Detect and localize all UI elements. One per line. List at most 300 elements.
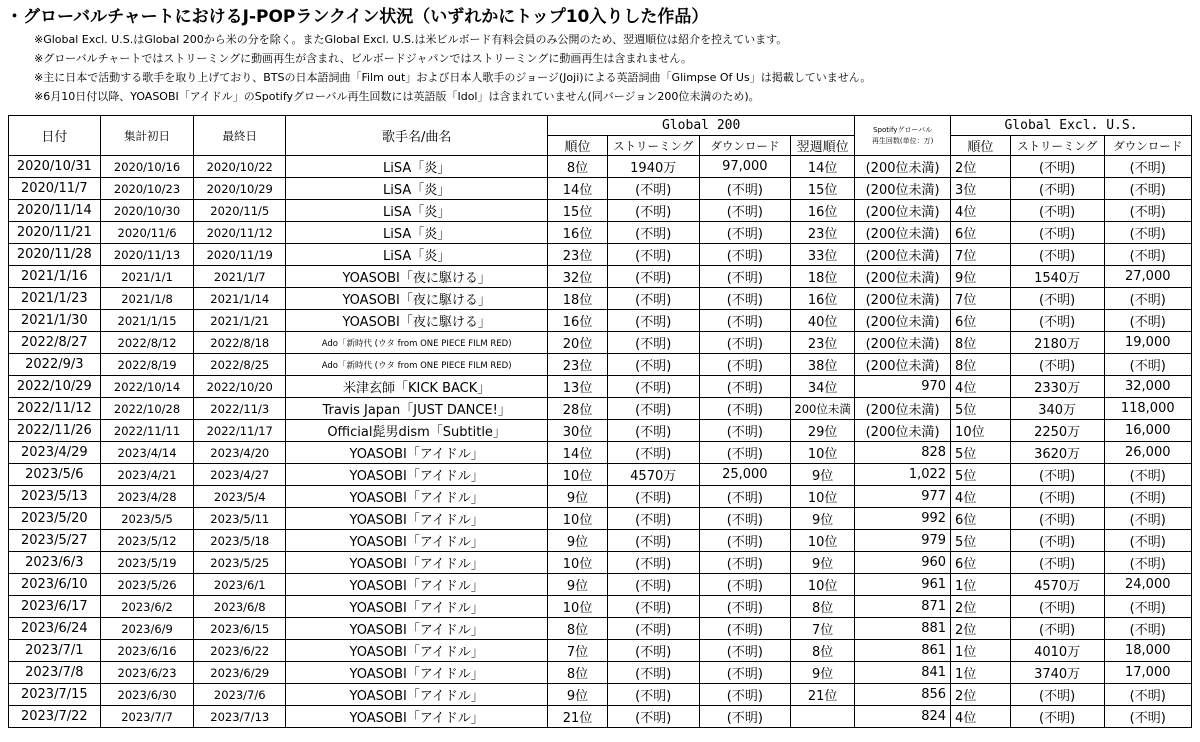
rank-cell: 10位	[548, 508, 608, 530]
streaming-cell: (不明)	[607, 244, 699, 266]
note: ※グローバルチャートではストリーミングに動画再生が含まれ、ビルボードジャパンではストリーミングに動画再生は含まれません。	[34, 52, 692, 65]
artist-cell: YOASOBI「アイドル」	[286, 508, 548, 530]
streaming-cell: (不明)	[607, 618, 699, 640]
download-cell: (不明)	[699, 398, 791, 420]
artist-cell: Official髭男dism「Subtitle」	[286, 420, 548, 442]
spotify-cell: 824	[855, 706, 951, 728]
next-rank-cell: 34位	[791, 376, 855, 398]
date-cell: 2020/11/21	[9, 222, 101, 244]
end-cell: 2020/11/5	[194, 200, 286, 222]
date-cell: 2023/5/20	[9, 508, 101, 530]
download2-cell: 32,000	[1104, 376, 1192, 398]
rank2-cell: 5位	[951, 398, 1011, 420]
date-cell: 2022/9/3	[9, 354, 101, 376]
streaming2-cell: 4010万	[1010, 640, 1104, 662]
download-cell: (不明)	[699, 662, 791, 684]
download2-cell: (不明)	[1104, 486, 1192, 508]
rank-cell: 16位	[548, 310, 608, 332]
download-cell: (不明)	[699, 530, 791, 552]
header-spotify-line1: Spotifyグローバル	[873, 125, 933, 134]
spotify-cell: (200位未満)	[855, 222, 951, 244]
end-cell: 2023/6/15	[194, 618, 286, 640]
download2-cell: 26,000	[1104, 442, 1192, 464]
rank-cell: 23位	[548, 354, 608, 376]
end-cell: 2022/11/17	[194, 420, 286, 442]
artist-cell: YOASOBI「アイドル」	[286, 552, 548, 574]
streaming-cell: (不明)	[607, 398, 699, 420]
next-rank-cell: 10位	[791, 486, 855, 508]
rank2-cell: 4位	[951, 376, 1011, 398]
artist-cell: YOASOBI「夜に駆ける」	[286, 310, 548, 332]
streaming2-cell: (不明)	[1010, 354, 1104, 376]
header-rank: 順位	[548, 136, 608, 156]
table-row	[9, 332, 1192, 354]
date-cell: 2023/7/8	[9, 662, 101, 684]
start-cell: 2021/1/15	[100, 310, 194, 332]
table-row	[9, 376, 1192, 398]
download2-cell: 27,000	[1104, 266, 1192, 288]
date-cell: 2022/8/27	[9, 332, 101, 354]
artist-cell: Ado「新時代 (ウタ from ONE PIECE FILM RED)	[286, 332, 548, 354]
end-cell: 2023/4/27	[194, 464, 286, 486]
download-cell: (不明)	[699, 244, 791, 266]
streaming-cell: (不明)	[607, 200, 699, 222]
streaming2-cell: 4570万	[1010, 574, 1104, 596]
spotify-cell: 856	[855, 684, 951, 706]
start-cell: 2022/8/12	[100, 332, 194, 354]
rank2-cell: 7位	[951, 288, 1011, 310]
rank2-cell: 5位	[951, 530, 1011, 552]
streaming-cell: (不明)	[607, 420, 699, 442]
rank2-cell: 2位	[951, 156, 1011, 178]
artist-cell: Ado「新時代 (ウタ from ONE PIECE FILM RED)	[286, 354, 548, 376]
download2-cell: (不明)	[1104, 222, 1192, 244]
rank-cell: 9位	[548, 486, 608, 508]
table-row	[9, 310, 1192, 332]
table-row	[9, 618, 1192, 640]
spotify-cell: 1,022	[855, 464, 951, 486]
table-row	[9, 222, 1192, 244]
table-row	[9, 420, 1192, 442]
streaming-cell: (不明)	[607, 640, 699, 662]
download2-cell: (不明)	[1104, 310, 1192, 332]
date-cell: 2022/11/12	[9, 398, 101, 420]
streaming-cell: (不明)	[607, 508, 699, 530]
end-cell: 2022/8/18	[194, 332, 286, 354]
download2-cell: (不明)	[1104, 618, 1192, 640]
start-cell: 2021/1/1	[100, 266, 194, 288]
rank2-cell: 7位	[951, 244, 1011, 266]
spotify-cell: (200位未満)	[855, 178, 951, 200]
rank-cell: 7位	[548, 640, 608, 662]
spotify-cell: 977	[855, 486, 951, 508]
table-row	[9, 398, 1192, 420]
date-cell: 2023/6/10	[9, 574, 101, 596]
rank-cell: 30位	[548, 420, 608, 442]
rank2-cell: 2位	[951, 684, 1011, 706]
table-row	[9, 706, 1192, 728]
start-cell: 2023/6/9	[100, 618, 194, 640]
rank-cell: 8位	[548, 662, 608, 684]
download2-cell: 118,000	[1104, 398, 1192, 420]
streaming-cell: (不明)	[607, 574, 699, 596]
streaming2-cell: 3740万	[1010, 662, 1104, 684]
table-row	[9, 662, 1192, 684]
start-cell: 2023/6/30	[100, 684, 194, 706]
next-rank-cell: 8位	[791, 596, 855, 618]
streaming2-cell: (不明)	[1010, 596, 1104, 618]
streaming2-cell: (不明)	[1010, 200, 1104, 222]
table-row	[9, 574, 1192, 596]
spotify-cell: 970	[855, 376, 951, 398]
start-cell: 2021/1/8	[100, 288, 194, 310]
streaming-cell: (不明)	[607, 596, 699, 618]
date-cell: 2022/11/26	[9, 420, 101, 442]
date-cell: 2023/7/1	[9, 640, 101, 662]
spotify-cell: (200位未満)	[855, 310, 951, 332]
table-row	[9, 178, 1192, 200]
streaming-cell: (不明)	[607, 486, 699, 508]
download-cell: (不明)	[699, 376, 791, 398]
rank-cell: 15位	[548, 200, 608, 222]
rank2-cell: 1位	[951, 640, 1011, 662]
artist-cell: YOASOBI「アイドル」	[286, 596, 548, 618]
table-row	[9, 288, 1192, 310]
rank2-cell: 5位	[951, 442, 1011, 464]
rank-cell: 14位	[548, 442, 608, 464]
spotify-cell: (200位未満)	[855, 398, 951, 420]
download-cell: (不明)	[699, 222, 791, 244]
rank2-cell: 8位	[951, 332, 1011, 354]
start-cell: 2023/6/16	[100, 640, 194, 662]
end-cell: 2023/5/11	[194, 508, 286, 530]
artist-cell: LiSA「炎」	[286, 222, 548, 244]
streaming2-cell: 2330万	[1010, 376, 1104, 398]
download-cell: (不明)	[699, 596, 791, 618]
download-cell: (不明)	[699, 332, 791, 354]
rank2-cell: 5位	[951, 464, 1011, 486]
next-rank-cell: 8位	[791, 640, 855, 662]
download2-cell: 16,000	[1104, 420, 1192, 442]
streaming2-cell: 1540万	[1010, 266, 1104, 288]
header-next-rank: 翌週順位	[791, 136, 855, 156]
note: ※6月10日付以降、YOASOBI「アイドル」のSpotifyグローバル再生回数には英語版「Idol」は含まれていません(同バージョン200位未満のため)。	[34, 90, 760, 103]
table-row	[9, 640, 1192, 662]
streaming-cell: (不明)	[607, 376, 699, 398]
end-cell: 2023/6/22	[194, 640, 286, 662]
next-rank-cell: 10位	[791, 574, 855, 596]
end-cell: 2023/7/13	[194, 706, 286, 728]
spotify-cell: 979	[855, 530, 951, 552]
next-rank-cell: 10位	[791, 530, 855, 552]
download2-cell: 24,000	[1104, 574, 1192, 596]
rank-cell: 13位	[548, 376, 608, 398]
spotify-cell: (200位未満)	[855, 200, 951, 222]
start-cell: 2022/11/11	[100, 420, 194, 442]
table-row	[9, 530, 1192, 552]
download2-cell: (不明)	[1104, 178, 1192, 200]
next-rank-cell: 23位	[791, 222, 855, 244]
artist-cell: YOASOBI「夜に駆ける」	[286, 266, 548, 288]
download2-cell: (不明)	[1104, 706, 1192, 728]
rank-cell: 18位	[548, 288, 608, 310]
rank-cell: 21位	[548, 706, 608, 728]
rank-cell: 16位	[548, 222, 608, 244]
artist-cell: YOASOBI「アイドル」	[286, 486, 548, 508]
rank2-cell: 6位	[951, 222, 1011, 244]
artist-cell: LiSA「炎」	[286, 156, 548, 178]
rank2-cell: 4位	[951, 200, 1011, 222]
streaming-cell: 1940万	[607, 156, 699, 178]
note: ※Global Excl. U.S.はGlobal 200から米の分を除く。またGlobal Excl. U.S.は米ビルボード有料会員のみ公開のため、翌週順位は紹介を控えています。	[34, 33, 788, 46]
streaming-cell: (不明)	[607, 310, 699, 332]
download2-cell: (不明)	[1104, 244, 1192, 266]
next-rank-cell: 9位	[791, 662, 855, 684]
streaming2-cell: (不明)	[1010, 530, 1104, 552]
rank2-cell: 1位	[951, 662, 1011, 684]
download2-cell: (不明)	[1104, 596, 1192, 618]
download2-cell: 19,000	[1104, 332, 1192, 354]
header-artist: 歌手名/曲名	[286, 116, 548, 156]
streaming2-cell: (不明)	[1010, 684, 1104, 706]
next-rank-cell: 14位	[791, 156, 855, 178]
artist-cell: YOASOBI「アイドル」	[286, 530, 548, 552]
table-row	[9, 156, 1192, 178]
rank2-cell: 8位	[951, 354, 1011, 376]
rank2-cell: 6位	[951, 552, 1011, 574]
end-cell: 2023/5/18	[194, 530, 286, 552]
spotify-cell: (200位未満)	[855, 244, 951, 266]
rank2-cell: 1位	[951, 574, 1011, 596]
download-cell: (不明)	[699, 442, 791, 464]
streaming2-cell: (不明)	[1010, 156, 1104, 178]
next-rank-cell: 33位	[791, 244, 855, 266]
download-cell: (不明)	[699, 574, 791, 596]
table-row	[9, 552, 1192, 574]
date-cell: 2022/10/29	[9, 376, 101, 398]
streaming2-cell: (不明)	[1010, 464, 1104, 486]
end-cell: 2020/11/12	[194, 222, 286, 244]
rank2-cell: 3位	[951, 178, 1011, 200]
start-cell: 2023/4/21	[100, 464, 194, 486]
rank2-cell: 2位	[951, 618, 1011, 640]
artist-cell: YOASOBI「アイドル」	[286, 618, 548, 640]
next-rank-cell: 9位	[791, 464, 855, 486]
streaming-cell: (不明)	[607, 354, 699, 376]
download2-cell: (不明)	[1104, 288, 1192, 310]
streaming2-cell: (不明)	[1010, 508, 1104, 530]
start-cell: 2023/5/5	[100, 508, 194, 530]
artist-cell: YOASOBI「夜に駆ける」	[286, 288, 548, 310]
rank-cell: 8位	[548, 156, 608, 178]
table-row	[9, 464, 1192, 486]
streaming-cell: (不明)	[607, 178, 699, 200]
rank-cell: 10位	[548, 596, 608, 618]
rank-cell: 32位	[548, 266, 608, 288]
start-cell: 2020/11/13	[100, 244, 194, 266]
end-cell: 2021/1/7	[194, 266, 286, 288]
date-cell: 2023/5/27	[9, 530, 101, 552]
start-cell: 2022/10/14	[100, 376, 194, 398]
rank2-cell: 2位	[951, 596, 1011, 618]
end-cell: 2023/5/4	[194, 486, 286, 508]
download2-cell: 17,000	[1104, 662, 1192, 684]
rank-cell: 28位	[548, 398, 608, 420]
date-cell: 2023/5/13	[9, 486, 101, 508]
next-rank-cell: 38位	[791, 354, 855, 376]
end-cell: 2022/11/3	[194, 398, 286, 420]
start-cell: 2023/4/28	[100, 486, 194, 508]
download2-cell: 18,000	[1104, 640, 1192, 662]
streaming-cell: (不明)	[607, 530, 699, 552]
artist-cell: 米津玄師「KICK BACK」	[286, 376, 548, 398]
streaming2-cell: (不明)	[1010, 244, 1104, 266]
download2-cell: (不明)	[1104, 156, 1192, 178]
end-cell: 2020/11/19	[194, 244, 286, 266]
download-cell: (不明)	[699, 706, 791, 728]
streaming-cell: (不明)	[607, 684, 699, 706]
date-cell: 2023/6/3	[9, 552, 101, 574]
streaming2-cell: (不明)	[1010, 486, 1104, 508]
table-row	[9, 442, 1192, 464]
download-cell: 25,000	[699, 464, 791, 486]
spotify-cell: (200位未満)	[855, 288, 951, 310]
spotify-cell: 960	[855, 552, 951, 574]
start-cell: 2020/10/23	[100, 178, 194, 200]
rank2-cell: 6位	[951, 508, 1011, 530]
spotify-cell: (200位未満)	[855, 156, 951, 178]
table-row	[9, 684, 1192, 706]
start-cell: 2022/8/19	[100, 354, 194, 376]
spotify-cell: 871	[855, 596, 951, 618]
download2-cell: (不明)	[1104, 684, 1192, 706]
spotify-cell: (200位未満)	[855, 266, 951, 288]
end-cell: 2023/6/29	[194, 662, 286, 684]
spotify-cell: 841	[855, 662, 951, 684]
next-rank-cell: 23位	[791, 332, 855, 354]
header-streaming2: ストリーミング	[1010, 136, 1104, 156]
artist-cell: LiSA「炎」	[286, 200, 548, 222]
next-rank-cell: 18位	[791, 266, 855, 288]
spotify-cell: 881	[855, 618, 951, 640]
streaming2-cell: 2250万	[1010, 420, 1104, 442]
download-cell: (不明)	[699, 640, 791, 662]
next-rank-cell: 16位	[791, 288, 855, 310]
end-cell: 2020/10/29	[194, 178, 286, 200]
artist-cell: Travis Japan「JUST DANCE!」	[286, 398, 548, 420]
artist-cell: YOASOBI「アイドル」	[286, 706, 548, 728]
download-cell: (不明)	[699, 354, 791, 376]
header-global200: Global 200	[548, 116, 855, 136]
table-row	[9, 266, 1192, 288]
header-end: 最終日	[194, 116, 286, 156]
artist-cell: YOASOBI「アイドル」	[286, 684, 548, 706]
next-rank-cell: 9位	[791, 552, 855, 574]
date-cell: 2023/6/24	[9, 618, 101, 640]
rank-cell: 20位	[548, 332, 608, 354]
start-cell: 2023/4/14	[100, 442, 194, 464]
date-cell: 2021/1/30	[9, 310, 101, 332]
table-row	[9, 244, 1192, 266]
spotify-cell: 828	[855, 442, 951, 464]
table-row	[9, 200, 1192, 222]
next-rank-cell	[791, 706, 855, 728]
streaming-cell: 4570万	[607, 464, 699, 486]
streaming-cell: (不明)	[607, 706, 699, 728]
download-cell: (不明)	[699, 508, 791, 530]
next-rank-cell: 200位未満	[791, 398, 855, 420]
download-cell: (不明)	[699, 552, 791, 574]
download2-cell: (不明)	[1104, 200, 1192, 222]
table-row	[9, 354, 1192, 376]
streaming-cell: (不明)	[607, 552, 699, 574]
date-cell: 2020/11/7	[9, 178, 101, 200]
end-cell: 2022/8/25	[194, 354, 286, 376]
artist-cell: LiSA「炎」	[286, 244, 548, 266]
download2-cell: (不明)	[1104, 508, 1192, 530]
download-cell: (不明)	[699, 178, 791, 200]
download-cell: (不明)	[699, 420, 791, 442]
streaming-cell: (不明)	[607, 442, 699, 464]
streaming2-cell: (不明)	[1010, 310, 1104, 332]
date-cell: 2020/10/31	[9, 156, 101, 178]
download-cell: (不明)	[699, 288, 791, 310]
rank-cell: 23位	[548, 244, 608, 266]
end-cell: 2023/6/8	[194, 596, 286, 618]
header-excl-us: Global Excl. U.S.	[951, 116, 1192, 136]
spotify-cell: (200位未満)	[855, 354, 951, 376]
streaming2-cell: (不明)	[1010, 222, 1104, 244]
date-cell: 2023/4/29	[9, 442, 101, 464]
spotify-cell: (200位未満)	[855, 420, 951, 442]
start-cell: 2023/7/7	[100, 706, 194, 728]
rank2-cell: 4位	[951, 706, 1011, 728]
streaming2-cell: (不明)	[1010, 618, 1104, 640]
header-download2: ダウンロード	[1104, 136, 1192, 156]
download2-cell: (不明)	[1104, 552, 1192, 574]
download2-cell: (不明)	[1104, 354, 1192, 376]
rank2-cell: 6位	[951, 310, 1011, 332]
download-cell: (不明)	[699, 684, 791, 706]
next-rank-cell: 21位	[791, 684, 855, 706]
next-rank-cell: 16位	[791, 200, 855, 222]
end-cell: 2023/4/20	[194, 442, 286, 464]
table-row	[9, 596, 1192, 618]
end-cell: 2021/1/21	[194, 310, 286, 332]
date-cell: 2021/1/23	[9, 288, 101, 310]
end-cell: 2020/10/22	[194, 156, 286, 178]
next-rank-cell: 29位	[791, 420, 855, 442]
rank-cell: 9位	[548, 574, 608, 596]
start-cell: 2023/5/19	[100, 552, 194, 574]
start-cell: 2023/5/26	[100, 574, 194, 596]
date-cell: 2023/7/15	[9, 684, 101, 706]
artist-cell: YOASOBI「アイドル」	[286, 640, 548, 662]
header-download: ダウンロード	[699, 136, 791, 156]
start-cell: 2023/5/12	[100, 530, 194, 552]
download-cell: (不明)	[699, 266, 791, 288]
streaming2-cell: 2180万	[1010, 332, 1104, 354]
end-cell: 2022/10/20	[194, 376, 286, 398]
header-streaming: ストリーミング	[607, 136, 699, 156]
streaming2-cell: (不明)	[1010, 552, 1104, 574]
start-cell: 2020/10/30	[100, 200, 194, 222]
date-cell: 2021/1/16	[9, 266, 101, 288]
spotify-cell: 992	[855, 508, 951, 530]
download-cell: (不明)	[699, 618, 791, 640]
artist-cell: YOASOBI「アイドル」	[286, 574, 548, 596]
next-rank-cell: 40位	[791, 310, 855, 332]
